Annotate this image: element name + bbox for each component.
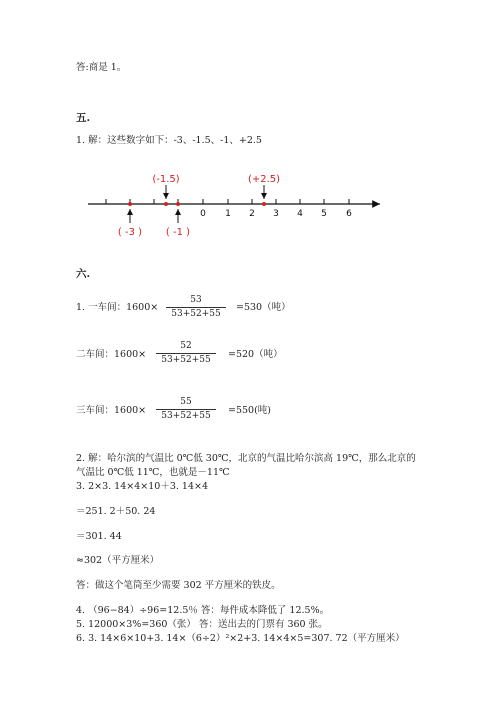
workshop-3-result: =550(吨) (228, 405, 272, 416)
tick-label-0: 0 (200, 209, 206, 219)
section-5-heading: 五. (76, 112, 91, 124)
question-3-line-3: ＝301. 44 (76, 531, 122, 542)
label-neg3: ( -3 ) (117, 227, 143, 238)
label-neg1-5: (-1.5) (152, 174, 180, 185)
point-neg1-5 (164, 202, 168, 206)
workshop-1-prefix: 1. 一车间：1600× (76, 302, 159, 313)
label-neg1: ( -1 ) (165, 227, 191, 238)
workshop-2-fraction (156, 341, 216, 366)
question-2-line-1: 2. 解：哈尔滨的气温比 0℃低 30℃，北京的气温比哈尔滨高 19℃，那么北京的 (76, 453, 416, 464)
question-3-answer: 答：做这个笔筒至少需要 302 平方厘米的铁皮。 (76, 580, 281, 591)
question-3-line-4: ≈302（平方厘米） (76, 555, 160, 566)
question-4: 4. （96−84）÷96=12.5％ 答：每件成本降低了 12.5%。 (76, 605, 330, 616)
fraction-denominator: 53+52+55 (161, 411, 211, 421)
point-neg3 (128, 202, 132, 206)
fraction-numerator: 52 (180, 341, 192, 351)
workshop-2-prefix: 二车间：1600× (76, 349, 147, 360)
question-2-line-2: 气温比 0℃低 11℃，也就是－11℃ (76, 467, 230, 478)
workshop-3-prefix: 三车间：1600× (76, 405, 147, 416)
label-pos2-5: (+2.5) (247, 174, 281, 185)
question-3-line-1: 3. 2×3. 14×4×10＋3. 14×4 (76, 481, 208, 492)
question-3-line-2: ＝251. 2＋50. 24 (76, 506, 156, 517)
workshop-1-fraction (166, 295, 226, 320)
fraction-denominator: 53+52+55 (161, 355, 211, 365)
workshop-1-result: =530（吨） (236, 302, 291, 313)
fraction-numerator: 53 (190, 295, 202, 305)
tick-label-4: 4 (297, 209, 303, 219)
question-5: 5. 12000×3%=360（张） 答：送出去的门票有 360 张。 (76, 619, 328, 630)
axis-ticks (106, 199, 349, 204)
question-6: 6. 3. 14×6×10+3. 14×（6÷2）²×2+3. 14×4×5=307. 72（平方厘米） (76, 633, 405, 644)
tick-label-1: 1 (225, 209, 231, 219)
tick-label-5: 5 (321, 209, 327, 219)
fraction-numerator: 55 (180, 397, 192, 407)
fraction-bar (156, 353, 216, 354)
question-1-intro: 1. 解：这些数字如下：-3、-1.5、-1、+2.5 (76, 135, 262, 146)
section-6-heading: 六. (76, 268, 91, 280)
workshop-3-fraction (156, 397, 216, 422)
fraction-denominator: 53+52+55 (171, 309, 221, 319)
point-pos2-5 (262, 202, 266, 206)
tick-label-3: 3 (273, 209, 279, 219)
fraction-bar (166, 307, 226, 308)
point-neg1 (176, 202, 180, 206)
tick-label-2: 2 (249, 209, 255, 219)
workshop-2-result: =520（吨） (228, 349, 283, 360)
number-line-diagram (0, 165, 500, 245)
answer-line: 答:商是 1。 (76, 62, 127, 73)
tick-label-6: 6 (346, 209, 352, 219)
fraction-bar (156, 409, 216, 410)
